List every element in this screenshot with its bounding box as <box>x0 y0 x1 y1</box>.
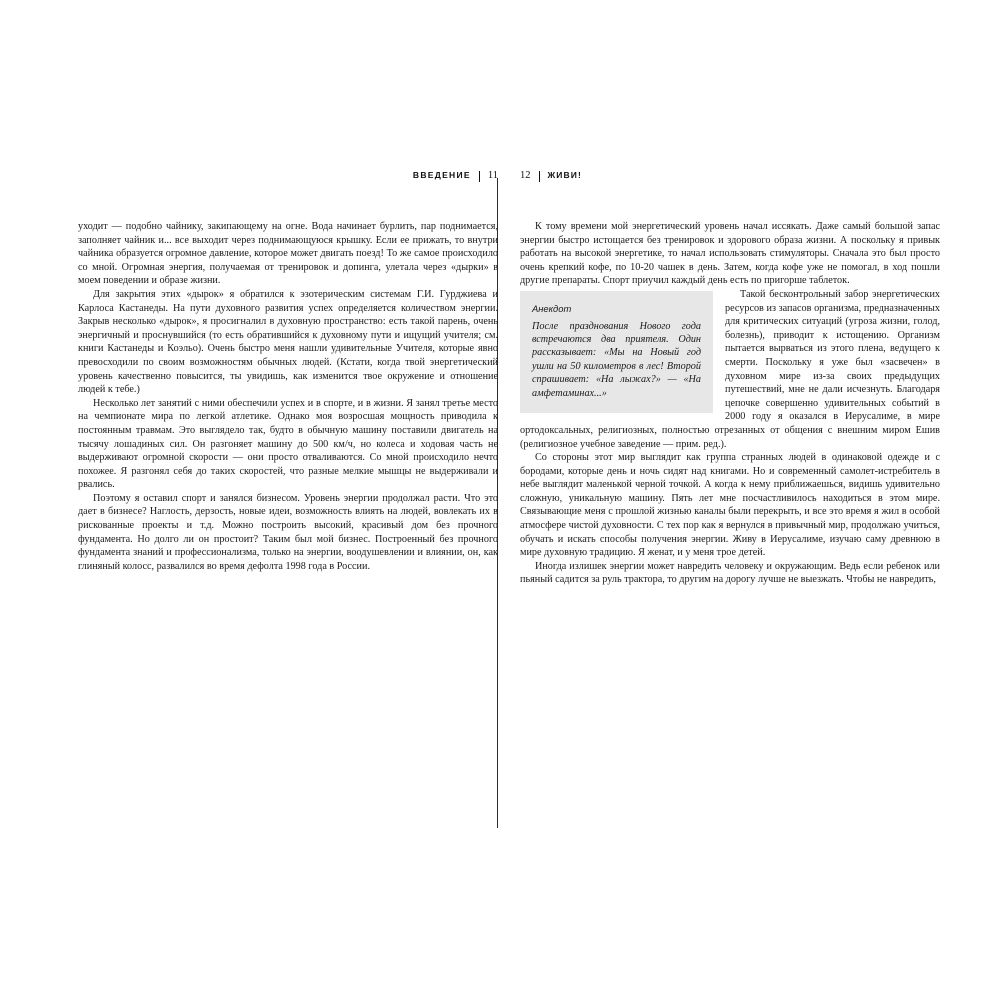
right-page-number: 12 <box>520 170 531 181</box>
left-page-number: 11 <box>487 170 498 181</box>
paragraph: Такой бесконтрольный забор энергетических ресурсов из запасов организма, предназначенных для критических ситуаций (угроза жизни, голод, болезнь), приводит к истощению. Организм пытается вырваться из этого плена, ведущего к смерти. Поскольку я уже был «засвечен» в духовном мире из-за своих предыдущих путешествий, мне не дали исчезнуть. Благодаря цепочке совершенно удивительных событий в 2000 году я оказался в Иерусалиме, в мире ортодоксальных, религиозных, полностью отрезанных от общения с внешним миром Ешив (религиозное учебное заведение — прим. ред.). <box>520 288 940 450</box>
left-page-text-column <box>78 220 498 573</box>
paragraph: Поэтому я оставил спорт и занялся бизнесом. Уровень энергии продолжал расти. Что это дает в бизнесе? Наглость, дерзость, новые идеи, возможность влиять на людей, вовлекать их в рискованные проекты и т.д. Можно построить высокий, красивый дом без прочного фундамента. Но долго ли он простоит? Таким был мой бизнес. Построенный без прочного фундамента знаний и профессионализма, только на энергии, воодушевлении и влиянии, он, как глиняный колосс, развалился во время дефолта 1998 года в России. <box>78 492 498 572</box>
paragraph: Иногда излишек энергии может навредить человеку и окружающим. Ведь если ребенок или пьяный садится за руль трактора, то другим на дорогу лучше не выезжать. Чтобы не навредить, <box>520 560 940 586</box>
callout-text: После празднования Нового года встречаются два приятеля. Один рассказывает: «Мы на Новый год ушли на 50 километров в лес! Второй спрашивает: «На лыжах?» — «На амфетаминах...» <box>532 320 701 399</box>
left-page <box>78 170 498 830</box>
right-page <box>520 170 940 830</box>
paragraph: К тому времени мой энергетический уровень начал иссякать. Даже самый большой запас энергии быстро истощается без тренировок и здорового образа жизни. А поскольку я привык работать на высокой энергетике, то начал использовать стимуляторы. Сначала это был просто очень крепкий кофе, по 10-20 чашек в день. Затем, когда кофе уже не помогал, в ход пошли другие препараты. Спорт приучил каждый день есть по пригорше таблеток. <box>520 221 940 287</box>
left-running-head-rule <box>479 171 480 182</box>
paragraph: уходит — подобно чайнику, закипающему на огне. Вода начинает бурлить, пар поднимается, заполняет чайник и... все выходит через поднимающуюся крышку. Если ее прижать, то внутри чайника образуется огромное давление, которое может двигать поезд! То же самое происходило со мной. Огромная энергия, получаемая от тренировок и допинга, улетала через «дырки» в моем поведении и образе жизни. <box>78 221 498 287</box>
left-running-head-label: ВВЕДЕНИЕ <box>412 170 471 180</box>
paragraph: Со стороны этот мир выглядит как группа странных людей в одинаковой одежде и с бородами, которые день и ночь сидят над книгами. Но и современный самолет-истребитель в небе выглядит маленькой черной точкой. А когда к нему приближаешься, видишь удивительно сложную, уникальную машину. Пять лет мне посчастливилось находиться в этом мире. Связывающие меня с прошлой жизнью каналы были перекрыть, и все это время я жил в особой атмосфере чистой духовности. С тех пор как я вернулся в привычный мир, продолжаю учиться, обучать и искать способы получения энергии. Живу в Иерусалиме, изучаю саму древнюю в мире духовную традицию. Я женат, и у меня трое детей. <box>520 452 940 559</box>
paragraph: Несколько лет занятий с ними обеспечили успех и в спорте, и в жизни. Я занял третье место на чемпионате мира по легкой атлетике. Однако моя возросшая мощность приводила к постоянным травмам. Это выглядело так, будто в обычную машину поставили двигатель на тысячу лошадиных сил. Он разгоняет машину до 500 км/ч, но колеса и ходовая часть не выдерживают огромной скорости — они просто отваливаются. Со мной происходило нечто похожее. Я разгонял себя до таких скоростей, что разные мелкие мышцы не выдерживали и рвались. <box>78 397 498 491</box>
left-running-head <box>78 170 498 198</box>
right-page-text-column <box>520 220 940 587</box>
callout-title: Анекдот <box>532 302 572 314</box>
right-running-head-rule <box>539 171 540 182</box>
right-running-head-title: ЖИВИ! <box>547 170 582 180</box>
paragraph: Для закрытия этих «дырок» я обратился к эзотерическим системам Г.И. Гурджиева и Карлоса Кастанеды. На пути духовного развития успех определяется количеством энергии. Закрыв несколько «дырок», я просигналил в духовную пространство: есть такой парень, очень энергичный и проснувшийся (то есть обратившийся к духовному пути и ищущий учителя; см. книги Кастанеды и Коэльо). Очень быстро меня нашли удивительные Учителя, которые явно превосходили по своим возможностям обычных людей. (Кстати, когда твой энергетический уровень качественно повысится, ты увидишь, как изменится твое окружение и отношение людей к тебе.) <box>78 288 498 396</box>
right-running-head <box>520 170 940 198</box>
anecdote-callout-box <box>520 291 713 413</box>
